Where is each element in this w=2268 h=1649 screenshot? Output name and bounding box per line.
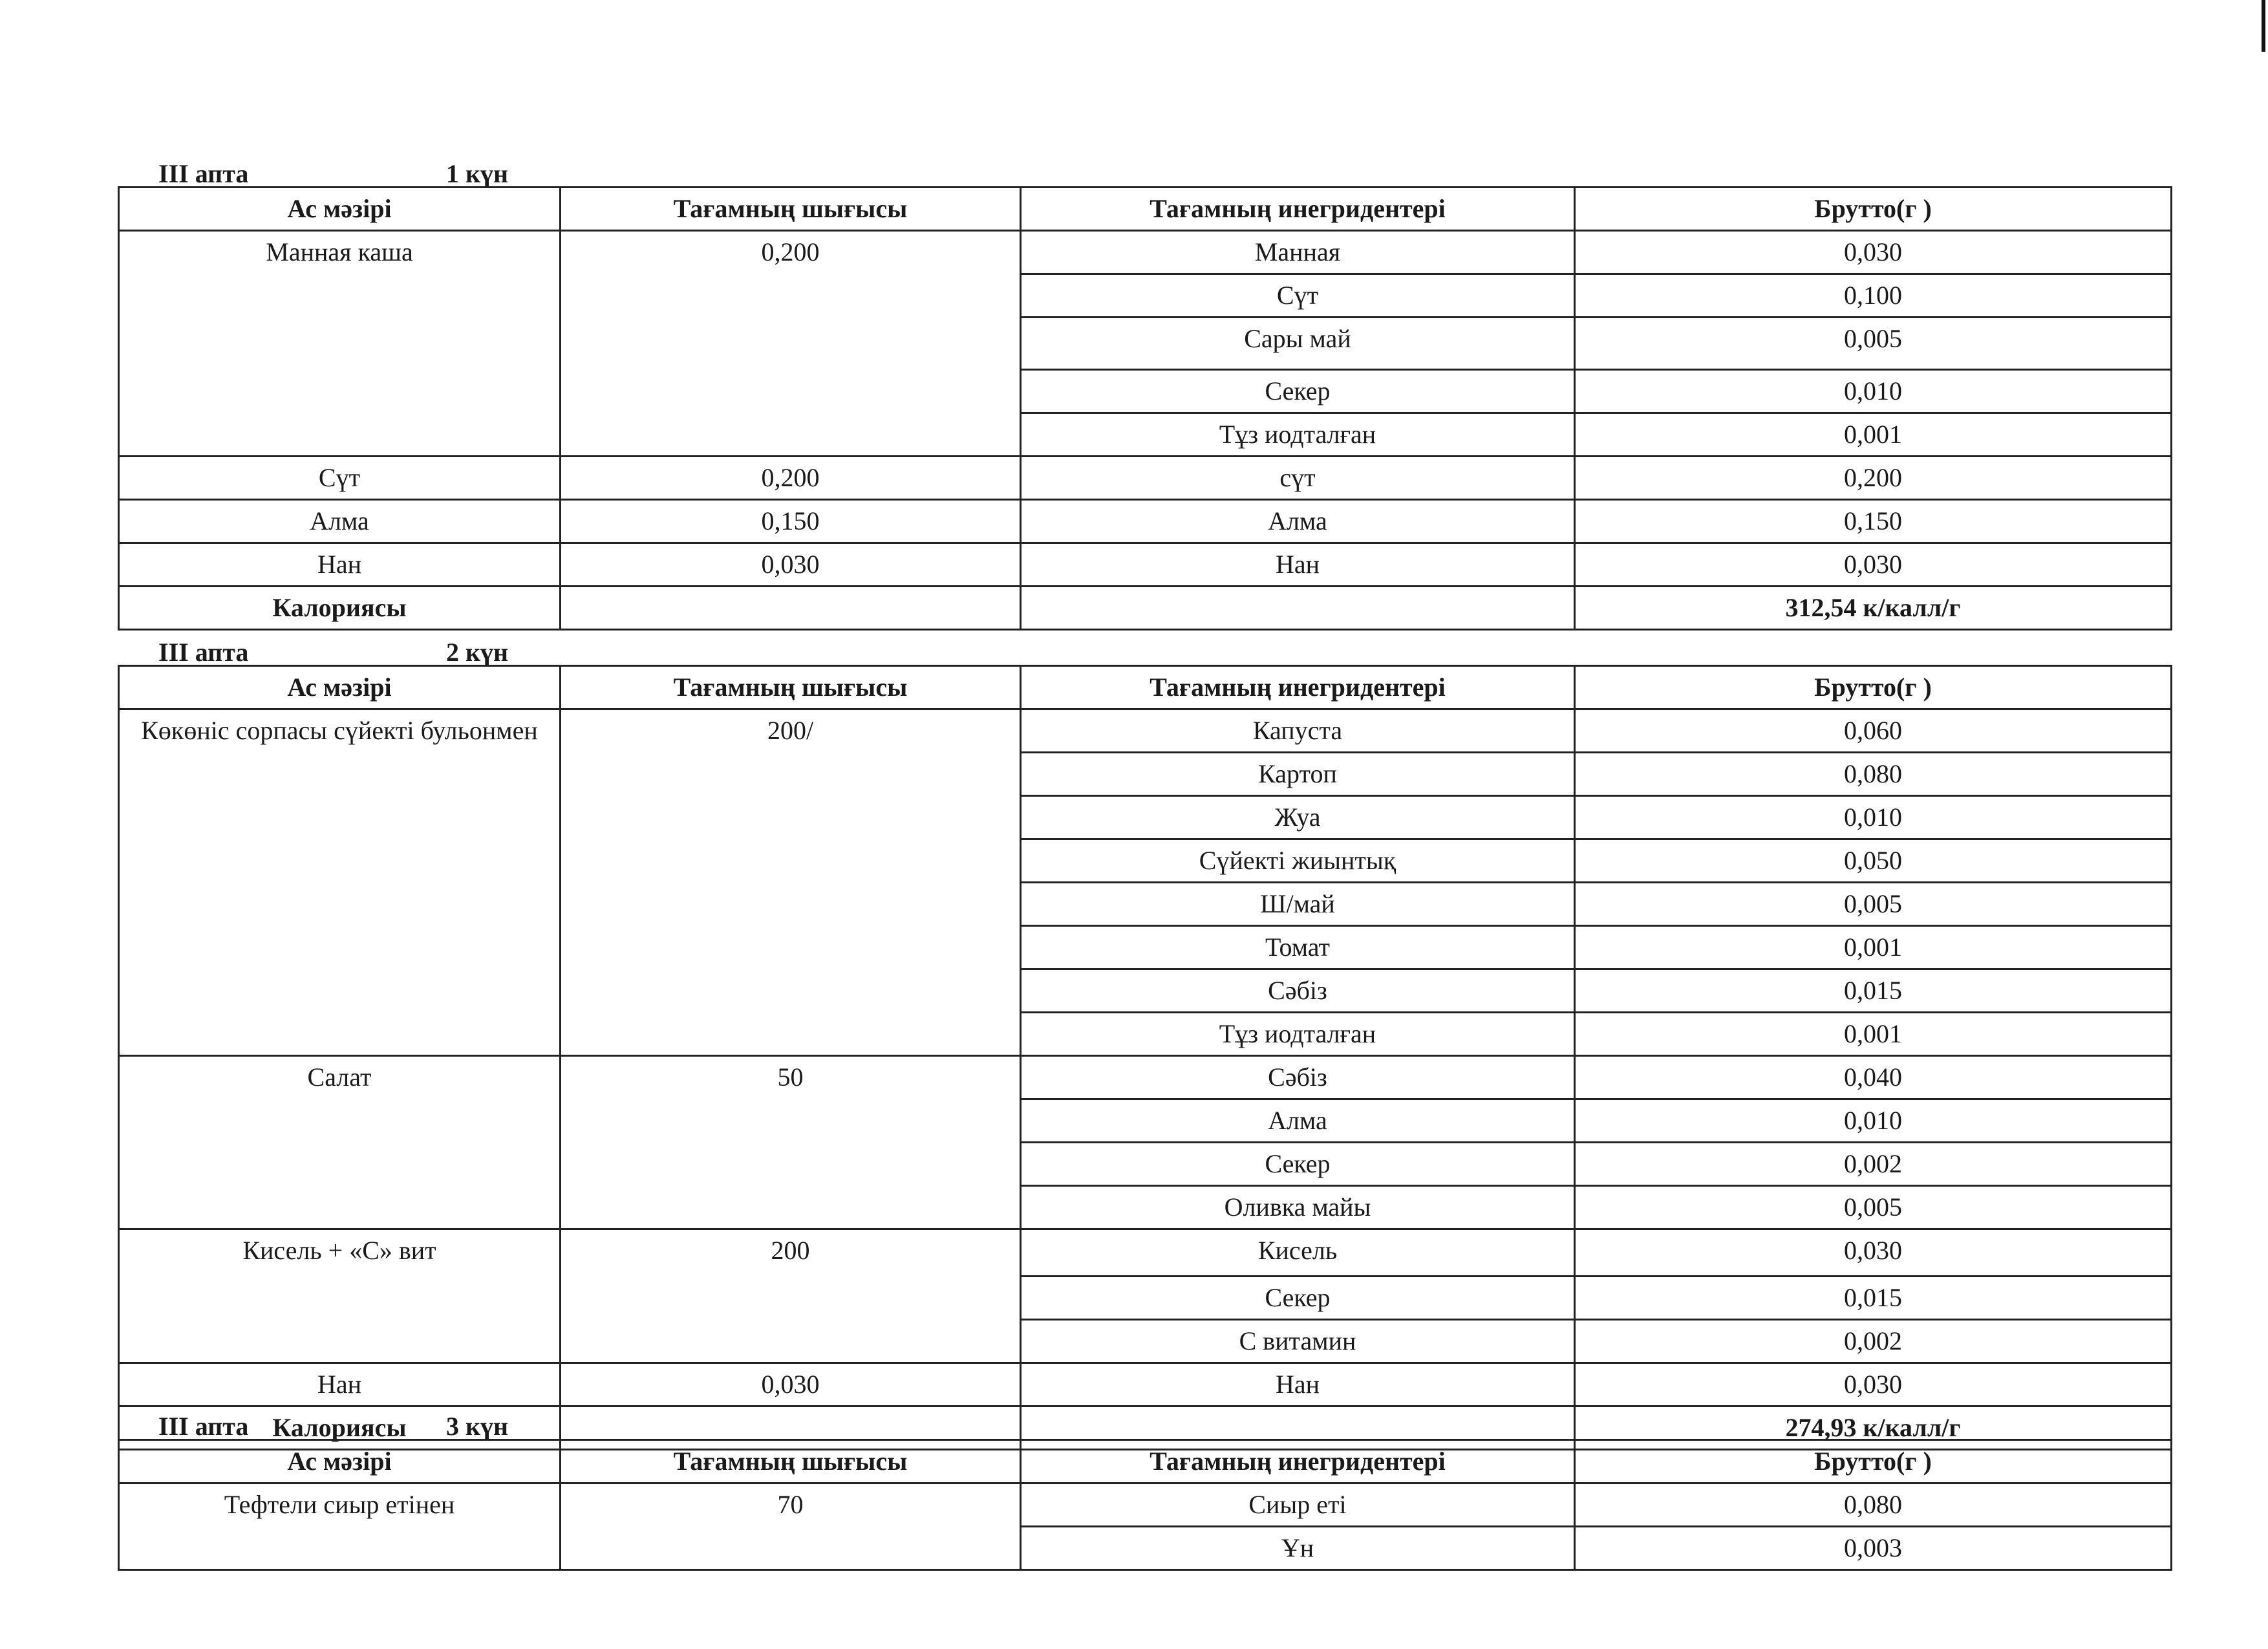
ingredient-name: Сүйекті жиынтық [1021,839,1575,883]
table-row [119,500,2172,543]
ingredient-brutto: 0,015 [1575,969,2172,1013]
header-brutto: Брутто(г ) [1575,666,2172,709]
dish-output: 0,200 [561,457,1021,500]
ingredient-name: Оливка майы [1021,1186,1575,1229]
dish-name: Манная каша [119,231,561,457]
ingredient-name: Кисель [1021,1229,1575,1277]
ingredient-name: Сәбіз [1021,969,1575,1013]
ingredient-brutto: 0,005 [1575,883,2172,926]
calorie-label: Калориясы [119,1406,561,1450]
ingredient-brutto: 0,003 [1575,1527,2172,1570]
ingredient-brutto: 0,001 [1575,926,2172,969]
ingredient-name: Нан [1021,543,1575,587]
dish-name: Салат [119,1056,561,1229]
day-2-menu-table [118,665,2172,1450]
ingredient-name: Тұз иодталған [1021,1013,1575,1056]
ingredient-brutto: 0,080 [1575,753,2172,796]
ingredient-name: Томат [1021,926,1575,969]
ingredient-name: Алма [1021,1099,1575,1143]
empty-cell [561,587,1021,630]
table-header-row [119,666,2172,709]
ingredient-brutto: 0,002 [1575,1320,2172,1363]
ingredient-brutto: 0,030 [1575,1363,2172,1406]
dish-name: Кисель + «С» вит [119,1229,561,1363]
week-label: III апта [158,159,249,188]
header-brutto: Брутто(г ) [1575,1440,2172,1483]
dish-output: 0,030 [561,1363,1021,1406]
dish-name: Тефтели сиыр етінен [119,1483,561,1570]
header-dish: Ас мәзірі [119,1440,561,1483]
ingredient-brutto: 0,001 [1575,413,2172,457]
ingredient-brutto: 0,150 [1575,500,2172,543]
ingredient-brutto: 0,050 [1575,839,2172,883]
header-dish: Ас мәзірі [119,188,561,231]
day-3-menu-table [118,1439,2172,1571]
dish-name: Алма [119,500,561,543]
ingredient-name: С витамин [1021,1320,1575,1363]
calorie-value: 274,93 к/калл/г [1575,1406,2172,1450]
ingredient-name: Манная [1021,231,1575,274]
dish-name: Көкөніс сорпасы сүйекті бульонмен [119,709,561,1056]
ingredient-name: Жуа [1021,796,1575,839]
dish-output: 0,200 [561,231,1021,457]
ingredient-name: сүт [1021,457,1575,500]
ingredient-name: Тұз иодталған [1021,413,1575,457]
dish-name: Сүт [119,457,561,500]
ingredient-name: Ш/май [1021,883,1575,926]
table-row [119,1056,2172,1099]
ingredient-brutto: 0,030 [1575,231,2172,274]
ingredient-brutto: 0,100 [1575,274,2172,318]
ingredient-brutto: 0,060 [1575,709,2172,753]
week-label: III апта [158,1412,249,1441]
ingredient-brutto: 0,010 [1575,796,2172,839]
ingredient-name: Капуста [1021,709,1575,753]
ingredient-brutto: 0,030 [1575,1229,2172,1277]
day-label: 1 күн [446,159,509,188]
dish-output: 0,150 [561,500,1021,543]
table-row [119,1229,2172,1277]
ingredient-name: Ұн [1021,1527,1575,1570]
header-ingredients: Тағамның инегридентері [1021,1440,1575,1483]
ingredient-name: Нан [1021,1363,1575,1406]
dish-name: Нан [119,543,561,587]
header-brutto: Брутто(г ) [1575,188,2172,231]
day-1-menu-table [118,186,2172,630]
ingredient-name: Сиыр еті [1021,1483,1575,1527]
ingredient-name: Секер [1021,1277,1575,1320]
ingredient-brutto: 0,005 [1575,1186,2172,1229]
ingredient-brutto: 0,010 [1575,1099,2172,1143]
ingredient-brutto: 0,030 [1575,543,2172,587]
header-output: Тағамның шығысы [561,188,1021,231]
dish-output: 50 [561,1056,1021,1229]
day-2-heading [158,637,509,667]
header-ingredients: Тағамның инегридентері [1021,666,1575,709]
ingredient-brutto: 0,040 [1575,1056,2172,1099]
ingredient-brutto: 0,010 [1575,370,2172,413]
header-ingredients: Тағамның инегридентері [1021,188,1575,231]
ingredient-brutto: 0,200 [1575,457,2172,500]
day-label: 2 күн [446,638,509,667]
calorie-row [119,587,2172,630]
header-output: Тағамның шығысы [561,1440,1021,1483]
ingredient-name: Алма [1021,500,1575,543]
scan-edge-mark [2262,0,2265,52]
header-output: Тағамның шығысы [561,666,1021,709]
dish-name: Нан [119,1363,561,1406]
table-row [119,709,2172,753]
day-label: 3 күн [446,1412,509,1441]
ingredient-brutto: 0,080 [1575,1483,2172,1527]
ingredient-name: Картоп [1021,753,1575,796]
calorie-label: Калориясы [119,587,561,630]
table-row [119,231,2172,274]
ingredient-name: Секер [1021,370,1575,413]
ingredient-brutto: 0,002 [1575,1143,2172,1186]
table-header-row [119,188,2172,231]
day-1-heading [158,158,509,189]
dish-output: 0,030 [561,543,1021,587]
ingredient-brutto: 0,005 [1575,318,2172,370]
calorie-value: 312,54 к/калл/г [1575,587,2172,630]
ingredient-name: Сәбіз [1021,1056,1575,1099]
table-row [119,1363,2172,1406]
dish-output: 200/ [561,709,1021,1056]
ingredient-name: Сүт [1021,274,1575,318]
ingredient-name: Сары май [1021,318,1575,370]
dish-output: 200 [561,1229,1021,1363]
week-label: III апта [158,638,249,667]
header-dish: Ас мәзірі [119,666,561,709]
table-header-row [119,1440,2172,1483]
dish-output: 70 [561,1483,1021,1570]
empty-cell [1021,587,1575,630]
table-row [119,457,2172,500]
ingredient-name: Секер [1021,1143,1575,1186]
table-row [119,543,2172,587]
ingredient-brutto: 0,015 [1575,1277,2172,1320]
ingredient-brutto: 0,001 [1575,1013,2172,1056]
table-row [119,1483,2172,1527]
